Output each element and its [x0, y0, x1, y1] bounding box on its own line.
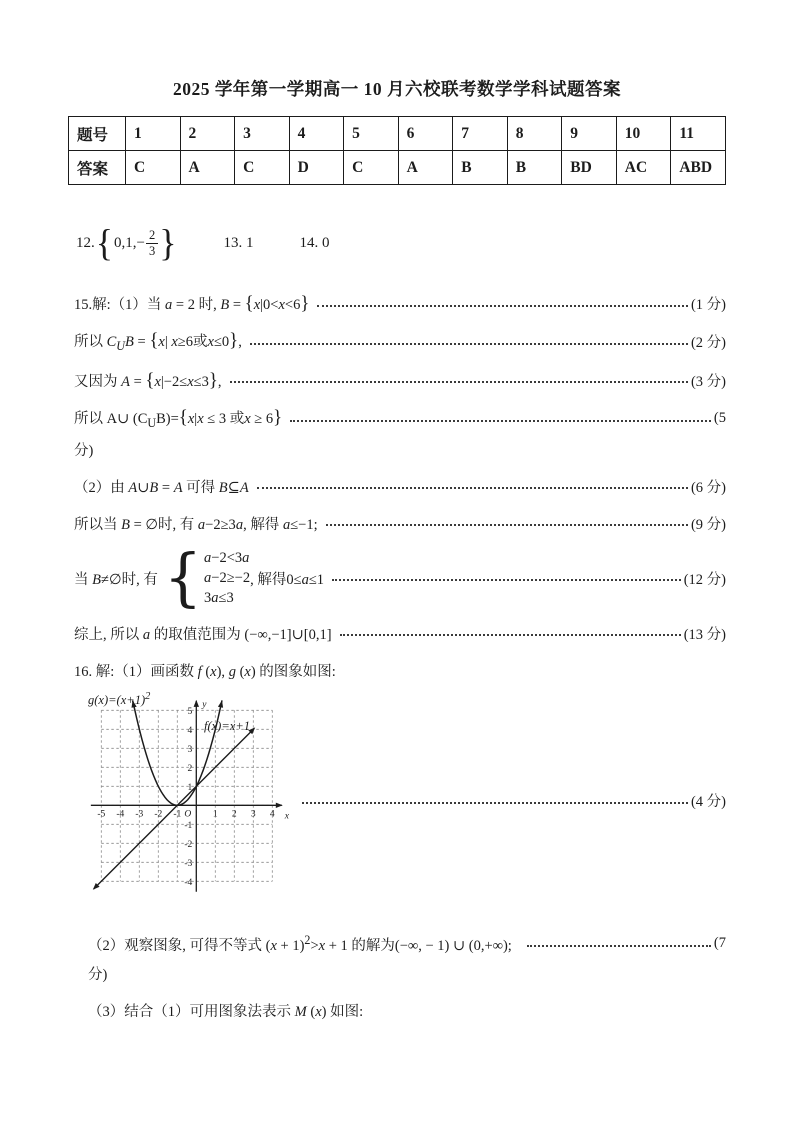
solution-text: 所以 $C_UB = \{x|$ x≥6或x≤0},	[74, 330, 242, 353]
function-graph	[88, 690, 294, 905]
svg-text:4: 4	[187, 725, 193, 736]
svg-text:5: 5	[187, 706, 193, 717]
score-label: (6 分)	[690, 479, 726, 496]
answer-table	[68, 116, 726, 185]
svg-text:1: 1	[212, 809, 218, 820]
svg-text:-4: -4	[116, 809, 125, 820]
answer-q12	[76, 222, 178, 264]
answer-cell: 1	[126, 117, 181, 151]
answer-cell: 4	[289, 117, 344, 151]
solution-line	[74, 407, 726, 431]
score-label: (3 分)	[690, 373, 726, 390]
score-label: (13 分)	[683, 626, 726, 643]
score-label: (5	[713, 410, 726, 427]
svg-text:4: 4	[269, 809, 275, 820]
svg-text:O: O	[184, 809, 192, 820]
solution-text: 所以 A∪ $(C_UB)=\{x|x \le 3$ 或x ≥ 6}	[74, 406, 283, 430]
answer-cell: 6	[398, 117, 453, 151]
answer-cell: C	[126, 151, 181, 185]
answer-cell: C	[344, 151, 399, 185]
q12-set-body: 0,1,−	[114, 234, 145, 251]
system-conclusion: , 解得0≤a≤1	[250, 571, 325, 588]
svg-text:-4: -4	[184, 877, 193, 888]
svg-text:-3: -3	[135, 809, 144, 820]
graph-score: (4 分)	[690, 794, 726, 811]
svg-text:x: x	[284, 811, 289, 822]
score-label: (2 分)	[690, 335, 726, 352]
solution-line	[74, 293, 726, 314]
solution-text: （2）观察图象, 可得不等式 $(x + 1)^2>x + 1$ 的解为(−∞, − 1) ∪ (0,+∞);	[88, 932, 520, 954]
graph-row	[74, 690, 726, 905]
solution-text: 15.解:（1）当 a = 2 时, B = {x|0<x<6}	[74, 293, 310, 314]
solution-16-heading: 16. 解:（1）画函数 f (x), g (x) 的图象如图:	[74, 663, 336, 680]
answer-cell: 2	[180, 117, 235, 151]
svg-text:y: y	[202, 699, 207, 710]
answer-cell: 9	[562, 117, 617, 151]
score-label: (1 分)	[690, 297, 726, 313]
solution-text: 综上, 所以 a 的取值范围为 (−∞,−1]∪[0,1]	[74, 626, 332, 643]
solution-line	[74, 370, 726, 391]
case-line: a−2≥−2	[204, 569, 251, 586]
fraction-denominator: 3	[149, 243, 156, 258]
solution-text: （2）由 A∪B = A 可得 B⊆A	[74, 479, 249, 496]
score-tail: 分)	[88, 966, 108, 983]
left-brace: {	[95, 222, 114, 264]
dot-leader	[257, 487, 688, 489]
right-brace: }	[159, 222, 177, 264]
solution-15	[68, 293, 726, 644]
svg-text:-2: -2	[154, 809, 163, 820]
dot-leader	[290, 420, 711, 422]
row-label: 答案	[69, 151, 126, 185]
answer-q14: 14. 0	[299, 234, 330, 251]
answer-cell: AC	[616, 151, 671, 185]
answer-cell: 3	[235, 117, 290, 151]
answer-cell: B	[507, 151, 562, 185]
svg-text:-5: -5	[97, 809, 106, 820]
solution-system-line	[74, 541, 726, 615]
score-label: (7	[713, 935, 726, 952]
score-label: (9 分)	[690, 516, 726, 533]
svg-text:-1: -1	[173, 809, 182, 820]
page-title: 2025 学年第一学期高一 10 月六校联考数学学科试题答案	[172, 79, 622, 99]
answer-cell: 11	[671, 117, 726, 151]
dot-leader	[326, 524, 688, 526]
short-answers-row	[76, 222, 726, 264]
system-brace: {	[163, 541, 203, 615]
dot-leader	[332, 579, 681, 581]
solution-line	[88, 933, 726, 955]
table-row	[69, 117, 726, 151]
solution-text: 所以当 B = ∅时, 有 a−2≥3a, 解得 a≤−1;	[74, 516, 318, 533]
fraction	[146, 228, 158, 258]
score-tail: 分)	[74, 442, 94, 459]
graph-canvas	[88, 697, 294, 903]
solution-16-part2	[74, 933, 726, 1021]
dot-leader	[230, 381, 688, 383]
svg-text:2: 2	[231, 809, 237, 820]
answer-cell: B	[453, 151, 508, 185]
table-row	[69, 151, 726, 185]
curve-label-g: $g(x)=(x+1)^2$	[88, 690, 151, 707]
dot-leader	[250, 343, 688, 345]
answer-cell: 7	[453, 117, 508, 151]
curve-label-f: f(x)=x+1	[204, 718, 251, 733]
svg-text:3: 3	[187, 744, 193, 755]
answer-cell: A	[180, 151, 235, 185]
answer-cell: C	[235, 151, 290, 185]
answer-cell: 10	[616, 117, 671, 151]
svg-text:-2: -2	[184, 839, 193, 850]
svg-text:3: 3	[250, 809, 256, 820]
case-line: 3a≤3	[204, 589, 234, 606]
score-label: (12 分)	[683, 571, 726, 588]
answer-cell: ABD	[671, 151, 726, 185]
solution-line	[74, 623, 726, 644]
answer-cell: D	[289, 151, 344, 185]
solution-line	[74, 513, 726, 534]
svg-text:-1: -1	[184, 820, 193, 831]
system-prefix: 当 B≠∅时, 有	[74, 571, 158, 588]
solution-16	[68, 660, 726, 1021]
fraction-numerator: 2	[146, 228, 158, 243]
dot-leader	[302, 802, 688, 804]
case-line: a−2<3a	[204, 549, 250, 566]
q12-label: 12.	[76, 234, 95, 251]
svg-text:-3: -3	[184, 858, 193, 869]
system-cases	[204, 550, 250, 607]
answer-cell: 5	[344, 117, 399, 151]
svg-text:2: 2	[187, 763, 193, 774]
solution-line	[74, 330, 726, 354]
row-label: 题号	[69, 117, 126, 151]
answer-cell: A	[398, 151, 453, 185]
answer-cell: BD	[562, 151, 617, 185]
solution-line: （3）结合（1）可用图象法表示 M (x) 如图:	[88, 1003, 364, 1020]
solution-line	[74, 476, 726, 497]
answer-q13: 13. 1	[223, 234, 254, 251]
dot-leader	[317, 305, 688, 307]
answer-cell: 8	[507, 117, 562, 151]
svg-text:1: 1	[187, 782, 193, 793]
solution-text: 又因为 A = {x|−2≤x≤3},	[74, 369, 222, 391]
dot-leader	[340, 634, 681, 636]
dot-leader	[527, 945, 711, 947]
